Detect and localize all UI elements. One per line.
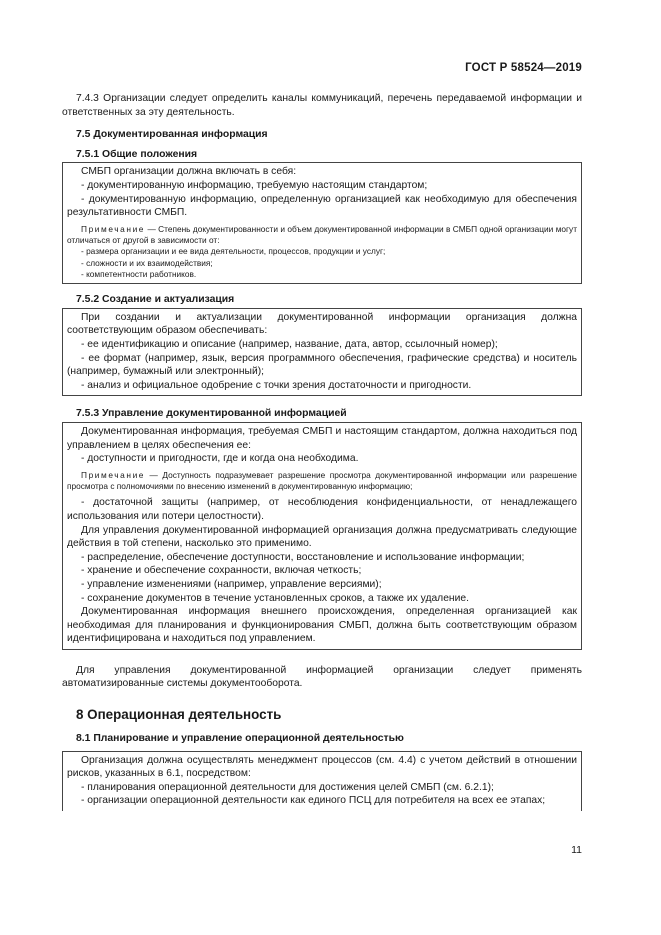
heading-8-1: 8.1 Планирование и управление операционной деятельностью bbox=[76, 733, 404, 745]
requirement-box-7-5-3 bbox=[62, 422, 582, 650]
note-list-item: - компетентности работников. bbox=[81, 268, 197, 279]
note-text: — Доступность подразумевает разрешение просмотра документированной информации или разрешение просмотра с полномочиями по внесению изменений в документированную информацию; bbox=[67, 469, 577, 492]
heading-8: 8 Операционная деятельность bbox=[76, 707, 282, 723]
note-label: Примечание bbox=[81, 469, 146, 480]
requirement-box-8-1 bbox=[62, 751, 582, 811]
note-label: Примечание bbox=[81, 223, 146, 234]
note-text: — Степень документированности и объем документированной информации в СМБП одной организации могут отличаться от другой в зависимости от: bbox=[67, 223, 577, 246]
list-item: - управление изменениями (например, управление версиями); bbox=[81, 578, 382, 590]
list-item: - распределение, обеспечение доступности, восстановление и использование информации; bbox=[81, 551, 525, 563]
list-item: - достаточной защиты (например, от несоблюдения конфиденциальности, от ненадлежащего использования или потери целостности). bbox=[67, 497, 577, 522]
list-item: - анализ и официальное одобрение с точки зрения достаточности и пригодности. bbox=[81, 379, 472, 391]
list-item: - документированную информацию, определенную организацией как необходимую для обеспечения результативности СМБП. bbox=[67, 193, 577, 219]
list-item: - хранение и обеспечение сохранности, включая четкость; bbox=[81, 565, 362, 577]
list-item: - доступности и пригодности, где и когда она необходима. bbox=[81, 453, 359, 465]
paragraph: Для управления документированной информацией организация должна предусматривать следующие действия в той степени, насколько это применимо. bbox=[67, 524, 577, 550]
paragraph: Документированная информация внешнего происхождения, определенная организацией как необходимая для планирования и функционирования СМБП, должна быть соответствующим образом идентифицирована и находиться под управлением. bbox=[67, 606, 577, 645]
page-number: 11 bbox=[571, 844, 582, 856]
document-id: ГОСТ Р 58524—2019 bbox=[465, 62, 582, 74]
paragraph-after-box: Для управления документированной информацией организации следует применять автоматизированные системы документооборота. bbox=[62, 664, 582, 690]
note-paragraph bbox=[67, 224, 577, 247]
list-item: - сохранение документов в течение установленных сроков, а также их удаление. bbox=[81, 592, 469, 604]
paragraph: СМБП организации должна включать в себя: bbox=[81, 166, 297, 178]
paragraph: При создании и актуализации документированной информации организация должна соответствующим образом обеспечивать: bbox=[67, 311, 577, 337]
note-paragraph bbox=[67, 470, 577, 493]
requirement-box-7-5-2 bbox=[62, 308, 582, 397]
heading-7-5-3: 7.5.3 Управление документированной информацией bbox=[76, 408, 347, 420]
paragraph: Документированная информация, требуемая СМБП и настоящим стандартом, должна находиться под управлением в целях обеспечения ее: bbox=[67, 425, 577, 451]
heading-7-5-2: 7.5.2 Создание и актуализация bbox=[76, 294, 235, 306]
list-item: - документированную информацию, требуемую настоящим стандартом; bbox=[81, 179, 428, 191]
note-list-item: - размера организации и ее вида деятельности, процессов, продукции и услуг; bbox=[81, 246, 386, 257]
requirement-box-7-5-1 bbox=[62, 162, 582, 284]
note-list-item: - сложности и их взаимодействия; bbox=[81, 257, 213, 268]
heading-7-5: 7.5 Документированная информация bbox=[76, 129, 268, 141]
list-item: - ее формат (например, язык, версия программного обеспечения, графические средства) и носитель (например, бумажный или электронный); bbox=[67, 352, 577, 378]
heading-7-5-1: 7.5.1 Общие положения bbox=[76, 148, 198, 160]
page-content bbox=[62, 92, 582, 811]
list-item: - планирования операционной деятельности для достижения целей СМБП (см. 6.2.1); bbox=[81, 781, 494, 793]
paragraph: Организация должна осуществлять менеджмент процессов (см. 4.4) с учетом действий в отношении рисков, указанных в 6.1, посредством: bbox=[67, 754, 577, 780]
clause-7-4-3: 7.4.3 Организации следует определить каналы коммуникаций, перечень передаваемой информации и ответственных за эту деятельность. bbox=[62, 93, 582, 118]
list-item: - ее идентификацию и описание (например, название, дата, автор, ссылочный номер); bbox=[81, 339, 498, 351]
note bbox=[67, 470, 577, 493]
list-item: - организации операционной деятельности как единого ПСЦ для потребителя на всех ее этапах; bbox=[81, 795, 546, 807]
note bbox=[67, 224, 577, 280]
